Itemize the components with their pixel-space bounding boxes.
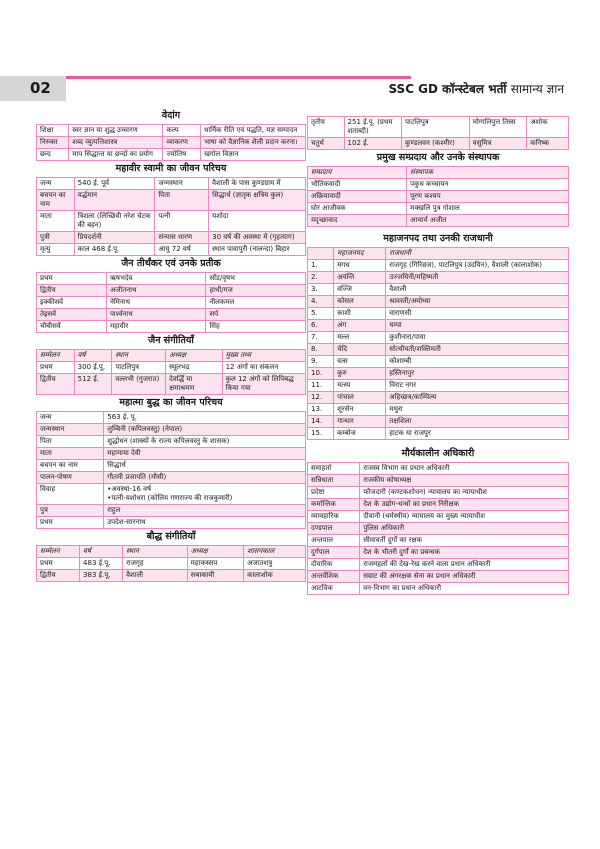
maurya-title: मौर्यकालीन अधिकारी xyxy=(401,448,475,459)
table-cell: राजस्व विभाग का प्रधान अधिकारी xyxy=(360,463,569,475)
table-cell: 14. xyxy=(308,416,334,428)
column-header: संस्थापक xyxy=(407,167,569,179)
table-cell: 383 ई.पू. xyxy=(80,570,123,582)
right-column xyxy=(307,108,569,595)
table-cell: सबाकामी xyxy=(187,570,243,582)
table-cell: प्रियदर्शनी xyxy=(74,232,155,244)
table-row xyxy=(37,374,306,395)
table-cell: अन्तर्वेशिक xyxy=(308,571,360,583)
table-cell: मृत्यु xyxy=(37,244,75,256)
table-row xyxy=(308,368,569,380)
table-cell: पुलिस अधिकारी xyxy=(360,523,569,535)
table-row xyxy=(308,308,569,320)
table-row xyxy=(37,309,306,321)
table-cell: लुम्बिनी (कपिलवस्तु) (नेपाल) xyxy=(104,424,306,436)
list-item: • अवस्था-16 वर्ष xyxy=(107,485,302,494)
table-cell: बचपन का नाम xyxy=(37,460,104,472)
table-cell: वैशाली xyxy=(386,284,569,296)
column-header: शासनकाल xyxy=(244,546,306,558)
sampraday-table xyxy=(307,166,569,227)
table-row xyxy=(37,190,306,211)
table-row xyxy=(37,273,306,285)
table-row xyxy=(37,244,306,256)
table-cell: 251 ई.पू. (प्रथम शताब्दी) xyxy=(344,117,401,138)
table-row xyxy=(37,321,306,333)
table-cell: पाटलिपुत्र xyxy=(112,362,166,374)
table-cell: महामाया देवी xyxy=(104,448,306,460)
table-cell: व्यावहारिक xyxy=(308,511,360,523)
bauddh-sangiti-title: बौद्ध संगीतियाँ xyxy=(146,531,196,542)
buddha-title: महात्मा बुद्ध का जीवन परिचय xyxy=(119,397,223,408)
table-cell: राजमहलों की देख-रेख करने वाला प्रधान अधिकारी xyxy=(360,559,569,571)
column-header: अध्यक्ष xyxy=(187,546,243,558)
table-cell: नीलकमल xyxy=(206,297,306,309)
table-cell: देश के उद्योग-धन्धों का प्रधान निरीक्षक xyxy=(360,499,569,511)
table-cell: कुण्डलवन (कश्मीर) xyxy=(401,138,469,150)
table-cell: पूरण कश्यप xyxy=(407,191,569,203)
table-cell: पकुध कच्चायन xyxy=(407,179,569,191)
table-row xyxy=(37,412,306,424)
table-cell: 15. xyxy=(308,428,334,440)
table-cell: 563 ई. पू. xyxy=(104,412,306,424)
table-row xyxy=(37,570,306,582)
table-cell: सिंह xyxy=(206,321,306,333)
table-cell: आचार्य अजीत xyxy=(407,215,569,227)
table-cell: वाराणसी xyxy=(386,308,569,320)
table-cell: ज्योतिष xyxy=(163,149,201,161)
table-cell: 7. xyxy=(308,332,334,344)
table-cell: भौतिकवादी xyxy=(308,179,407,191)
table-cell: अक्रियावादी xyxy=(308,191,407,203)
table-cell: मोग्गलिपुत्त तिस्स xyxy=(469,117,526,138)
table-cell: कुरु xyxy=(334,368,386,380)
table-header-row xyxy=(308,248,569,260)
table-row xyxy=(308,535,569,547)
table-cell: शिक्षा xyxy=(37,125,69,137)
table-cell: वत्स xyxy=(334,356,386,368)
table-row xyxy=(308,392,569,404)
column-header xyxy=(308,248,334,260)
table-cell: ऋषभदेव xyxy=(106,273,206,285)
table-cell: कुशीनारा/पावा xyxy=(386,332,569,344)
table-cell: अजीतनाथ xyxy=(106,285,206,297)
table-row xyxy=(37,460,306,472)
table-cell: उपदेश-सारनाथ xyxy=(104,517,306,529)
table-cell: प्रथम xyxy=(37,273,107,285)
table-cell: 9. xyxy=(308,356,334,368)
table-row xyxy=(308,499,569,511)
table-cell: कनिष्क xyxy=(527,138,569,150)
table-cell: पुत्री xyxy=(37,232,75,244)
table-cell: द्वितीय xyxy=(37,374,75,395)
table-cell: प्रथम xyxy=(37,517,104,529)
table-cell: वन-विभाग का प्रधान अधिकारी xyxy=(360,583,569,595)
table-cell: कर्मान्तिक xyxy=(308,499,360,511)
table-row xyxy=(308,179,569,191)
table-row xyxy=(308,416,569,428)
table-row xyxy=(308,523,569,535)
table-cell: 3. xyxy=(308,284,334,296)
mahajanpad-table xyxy=(307,247,569,440)
table-cell: 483 ई.पू. xyxy=(80,558,123,570)
table-cell: स्थूलभद्र xyxy=(166,362,222,374)
table-cell: पालन-पोषण xyxy=(37,472,104,484)
table-cell: देवर्द्धि या क्षमाश्रमण xyxy=(166,374,222,395)
table-cell: माता xyxy=(37,211,75,232)
header-rule xyxy=(66,76,411,79)
column-header: अध्यक्ष xyxy=(166,350,222,362)
table-row xyxy=(37,517,306,529)
table-cell: 12. xyxy=(308,392,334,404)
table-cell: हाटक या राजपुर xyxy=(386,428,569,440)
table-cell: मथुरा xyxy=(386,404,569,416)
table-cell: 512 ई. xyxy=(74,374,112,395)
table-cell: निरुक्त xyxy=(37,137,69,149)
table-cell: अहिच्छत्र/काम्पिल्य xyxy=(386,392,569,404)
table-cell: 12 अंगों का संकलन xyxy=(222,362,305,374)
table-cell: वैशाली xyxy=(123,570,188,582)
table-cell: चेदि xyxy=(334,344,386,356)
table-row xyxy=(37,211,306,232)
table-cell: स्वर ज्ञान या शुद्ध उच्चारण xyxy=(69,125,163,137)
table-row xyxy=(37,297,306,309)
mahajanpad-title: महाजनपद तथा उनकी राजधानी xyxy=(383,233,493,244)
vedang-title: वेदांग xyxy=(161,110,181,121)
table-row xyxy=(308,284,569,296)
table-cell: धार्मिक रीति एवं पद्धति, यज्ञ सम्पादन xyxy=(201,125,306,137)
table-cell: सन्निधाता xyxy=(308,475,360,487)
table-cell: जन्मस्थान xyxy=(37,424,104,436)
table-cell: सिद्धार्थ xyxy=(104,460,306,472)
page-number: 02 xyxy=(0,76,66,101)
table-cell: वसुमित्र xyxy=(469,138,526,150)
table-cell: जन्म xyxy=(37,412,104,424)
table-cell: प्रथम xyxy=(37,558,80,570)
table-row xyxy=(308,571,569,583)
table-cell: माप सिद्धान्त या छन्दों का प्रयोग xyxy=(69,149,163,161)
table-row xyxy=(37,484,306,505)
table-cell: घोर आजीवक xyxy=(308,203,407,215)
table-cell: मक्खलि पुत्र गोशाल xyxy=(407,203,569,215)
table-cell: वज्जि xyxy=(334,284,386,296)
table-row xyxy=(308,203,569,215)
table-row xyxy=(37,505,306,517)
table-cell: व्याकरण xyxy=(163,137,201,149)
table-row xyxy=(308,559,569,571)
table-row xyxy=(308,332,569,344)
table-row xyxy=(308,320,569,332)
table-cell: कौशाम्बी xyxy=(386,356,569,368)
maurya-table xyxy=(307,462,569,595)
table-header-row xyxy=(37,350,306,362)
table-cell: 6. xyxy=(308,320,334,332)
table-cell: विवाह xyxy=(37,484,104,505)
table-cell: अशोक xyxy=(527,117,569,138)
table-cell: पाटलिपुत्र xyxy=(401,117,469,138)
table-cell: 540 ई. पूर्व xyxy=(74,178,155,190)
table-cell: 102 ई. xyxy=(344,138,401,150)
table-cell: तक्षशिला xyxy=(386,416,569,428)
table-row xyxy=(37,472,306,484)
table-row xyxy=(308,380,569,392)
table-cell: दीवानी (धर्मस्थीय) न्यायालय का मुख्य न्यायाधीश xyxy=(360,511,569,523)
column-header: सम्प्रदाय xyxy=(308,167,407,179)
table-row xyxy=(308,191,569,203)
table-cell: चौबीसवें xyxy=(37,321,107,333)
table-cell: अवन्ति xyxy=(334,272,386,284)
column-header: सम्मेलन xyxy=(37,546,80,558)
table-row xyxy=(308,511,569,523)
table-row xyxy=(308,272,569,284)
table-cell: द्वितीय xyxy=(37,570,80,582)
table-cell: राहुल xyxy=(104,505,306,517)
header-title xyxy=(388,80,564,97)
table-row xyxy=(308,344,569,356)
table-cell xyxy=(104,484,306,505)
table-cell: कुल 12 अंगों को लिपिबद्ध किया गया xyxy=(222,374,305,395)
table-cell: शुद्धोधन (शाक्यों के राज्य कपिलवस्तु के शासक) xyxy=(104,436,306,448)
mahavir-title: महावीर स्वामी का जीवन परिचय xyxy=(115,163,227,174)
table-cell: छन्द xyxy=(37,149,69,161)
table-cell: नेमिनाथ xyxy=(106,297,206,309)
table-cell: पिता xyxy=(37,436,104,448)
table-header-row xyxy=(37,546,306,558)
table-row xyxy=(37,125,306,137)
table-cell: हस्तिनापुर xyxy=(386,368,569,380)
table-cell: पिता xyxy=(155,190,209,211)
table-cell: सम्राट की अंगरक्षक सेना का प्रधान अधिकारी xyxy=(360,571,569,583)
table-cell: माता xyxy=(37,448,104,460)
column-header: स्थान xyxy=(123,546,188,558)
table-header-row xyxy=(308,167,569,179)
table-cell: द्वितीय xyxy=(37,285,107,297)
table-row xyxy=(308,487,569,499)
left-column xyxy=(36,108,306,582)
table-row xyxy=(308,215,569,227)
table-cell: 11. xyxy=(308,380,334,392)
column-header: महाजनपद xyxy=(334,248,386,260)
table-cell: देश के भीतरी दुर्गों का प्रबन्धक xyxy=(360,547,569,559)
table-row xyxy=(37,232,306,244)
table-cell: शब्द व्युत्पत्तिशास्त्र xyxy=(69,137,163,149)
table-cell: मल्ल xyxy=(334,332,386,344)
table-cell: बचपन का नाम xyxy=(37,190,75,211)
table-cell: राजकीय कोषाध्यक्ष xyxy=(360,475,569,487)
table-cell: संन्यास धारण xyxy=(155,232,209,244)
table-cell: 4. xyxy=(308,296,334,308)
table-cell: विराट नगर xyxy=(386,380,569,392)
table-cell: काशी xyxy=(334,308,386,320)
table-cell: सर्प xyxy=(206,309,306,321)
table-cell: शूरसेन xyxy=(334,404,386,416)
table-cell: सिद्धार्थ (ज्ञातृक क्षत्रिय कुल) xyxy=(209,190,306,211)
table-cell: यदृच्छावाद xyxy=(308,215,407,227)
table-cell: हाथी/गज xyxy=(206,285,306,297)
table-cell: गौतमी प्रजापति (मौसी) xyxy=(104,472,306,484)
table-cell: आयु 72 वर्ष xyxy=(155,244,209,256)
column-header: स्थान xyxy=(112,350,166,362)
table-row xyxy=(37,448,306,460)
table-cell: वल्लभी (गुजरात) xyxy=(112,374,166,395)
table-row xyxy=(308,547,569,559)
table-cell: दण्डपाल xyxy=(308,523,360,535)
table-cell: खगोल विज्ञान xyxy=(201,149,306,161)
vedang-table xyxy=(36,124,306,161)
table-cell: कम्बोज xyxy=(334,428,386,440)
bauddh-sangiti-table xyxy=(36,545,306,582)
table-cell: अन्तपाल xyxy=(308,535,360,547)
table-cell: कालाशोक xyxy=(244,570,306,582)
table-cell: महावीर xyxy=(106,321,206,333)
table-cell: वैशाली के पास कुण्डग्राम में xyxy=(209,178,306,190)
table-cell: राजगृह xyxy=(123,558,188,570)
table-row xyxy=(308,475,569,487)
table-row xyxy=(308,463,569,475)
header-title-sub: सामान्य ज्ञान xyxy=(510,82,564,96)
table-cell: गान्धार xyxy=(334,416,386,428)
column-header: राजधानी xyxy=(386,248,569,260)
table-row xyxy=(308,260,569,272)
table-cell: महाकस्सप xyxy=(187,558,243,570)
table-cell: साँड/वृषभ xyxy=(206,273,306,285)
table-cell: 8. xyxy=(308,344,334,356)
table-cell: पुत्र xyxy=(37,505,104,517)
table-row xyxy=(308,583,569,595)
table-cell: चम्पा xyxy=(386,320,569,332)
page-header xyxy=(0,76,600,101)
list-item: • पत्नी-यशोधरा (कोलिय गणराज्य की राजकुमारी) xyxy=(107,494,302,503)
table-cell: प्रदेष्टा xyxy=(308,487,360,499)
table-cell: तृतीय xyxy=(308,117,345,138)
table-row xyxy=(37,285,306,297)
table-cell: पार्श्वनाथ xyxy=(106,309,206,321)
column-header: मुख्य तथ्य xyxy=(222,350,305,362)
table-cell: 30 वर्ष की अवस्था में (गृहत्याग) xyxy=(209,232,306,244)
table-row xyxy=(308,296,569,308)
header-title-main: SSC GD कॉन्स्टेबल भर्ती xyxy=(388,82,507,96)
table-row xyxy=(37,149,306,161)
table-cell: यशोदा xyxy=(209,211,306,232)
table-cell: श्रावस्ती/अयोध्या xyxy=(386,296,569,308)
table-cell: भाषा को वैज्ञानिक शैली प्रदान करना। xyxy=(201,137,306,149)
table-cell: पत्नी xyxy=(155,211,209,232)
table-cell: अंग xyxy=(334,320,386,332)
table-cell: प्रथम xyxy=(37,362,75,374)
table-cell: 1. xyxy=(308,260,334,272)
table-row xyxy=(37,436,306,448)
column-header: वर्ष xyxy=(80,546,123,558)
table-cell: सीमावर्ती दुर्गों का रक्षक xyxy=(360,535,569,547)
buddha-table xyxy=(36,411,306,529)
table-cell: मगध xyxy=(334,260,386,272)
table-row xyxy=(308,428,569,440)
mahavir-table xyxy=(36,177,306,256)
table-cell: तेइसवें xyxy=(37,309,107,321)
table-cell: काल 468 ई.पू. xyxy=(74,244,155,256)
bauddh-sangiti-continued-table xyxy=(307,116,569,150)
table-cell: दुर्गपाल xyxy=(308,547,360,559)
table-row xyxy=(308,138,569,150)
table-cell: जन्म xyxy=(37,178,75,190)
sampraday-title: प्रमुख सम्प्रदाय और उनके संस्थापक xyxy=(376,152,500,163)
table-row xyxy=(308,356,569,368)
table-cell: सोत्थीवती/शक्तिमती xyxy=(386,344,569,356)
tirthankar-table xyxy=(36,272,306,333)
table-row xyxy=(37,362,306,374)
table-cell: समाहर्ता xyxy=(308,463,360,475)
column-header: सम्मेलन xyxy=(37,350,75,362)
table-cell: चतुर्थ xyxy=(308,138,345,150)
table-cell: पांचाल xyxy=(334,392,386,404)
table-cell: जन्मस्थान xyxy=(155,178,209,190)
vivah-list xyxy=(107,485,302,503)
table-cell: 13. xyxy=(308,404,334,416)
table-cell: कोसल xyxy=(334,296,386,308)
table-row xyxy=(37,558,306,570)
table-cell: राजगृह (गिरिव्रज), पाटलिपुत्र (उदयिन), वैशाली (कालाशोक) xyxy=(386,260,569,272)
table-row xyxy=(37,137,306,149)
tirthankar-title: जैन तीर्थंकर एवं उनके प्रतीक xyxy=(121,258,221,269)
jain-sangiti-title: जैन संगीतियाँ xyxy=(148,335,194,346)
table-cell: 5. xyxy=(308,308,334,320)
table-cell: फौजदारी (कण्टकशोधन) न्यायालय का न्यायाधीश xyxy=(360,487,569,499)
table-cell: वर्द्धमान xyxy=(74,190,155,211)
table-cell: 2. xyxy=(308,272,334,284)
table-cell: इक्कीसवें xyxy=(37,297,107,309)
table-cell: मत्स्य xyxy=(334,380,386,392)
table-row xyxy=(308,117,569,138)
table-row xyxy=(37,424,306,436)
table-row xyxy=(308,404,569,416)
table-cell: अजातशत्रु xyxy=(244,558,306,570)
table-cell: दौवारिक xyxy=(308,559,360,571)
jain-sangiti-table xyxy=(36,349,306,395)
table-cell: कल्प xyxy=(163,125,201,137)
table-cell: 300 ई.पू. xyxy=(74,362,112,374)
table-cell: त्रिशला (लिच्छिवी नरेश चेटक की बहन) xyxy=(74,211,155,232)
table-cell: आटविक xyxy=(308,583,360,595)
table-cell: 10. xyxy=(308,368,334,380)
table-cell: स्थान पावापुरी (नालन्दा) बिहार xyxy=(209,244,306,256)
table-row xyxy=(37,178,306,190)
column-header: वर्ष xyxy=(74,350,112,362)
table-cell: उज्जयिनी/महिष्मती xyxy=(386,272,569,284)
